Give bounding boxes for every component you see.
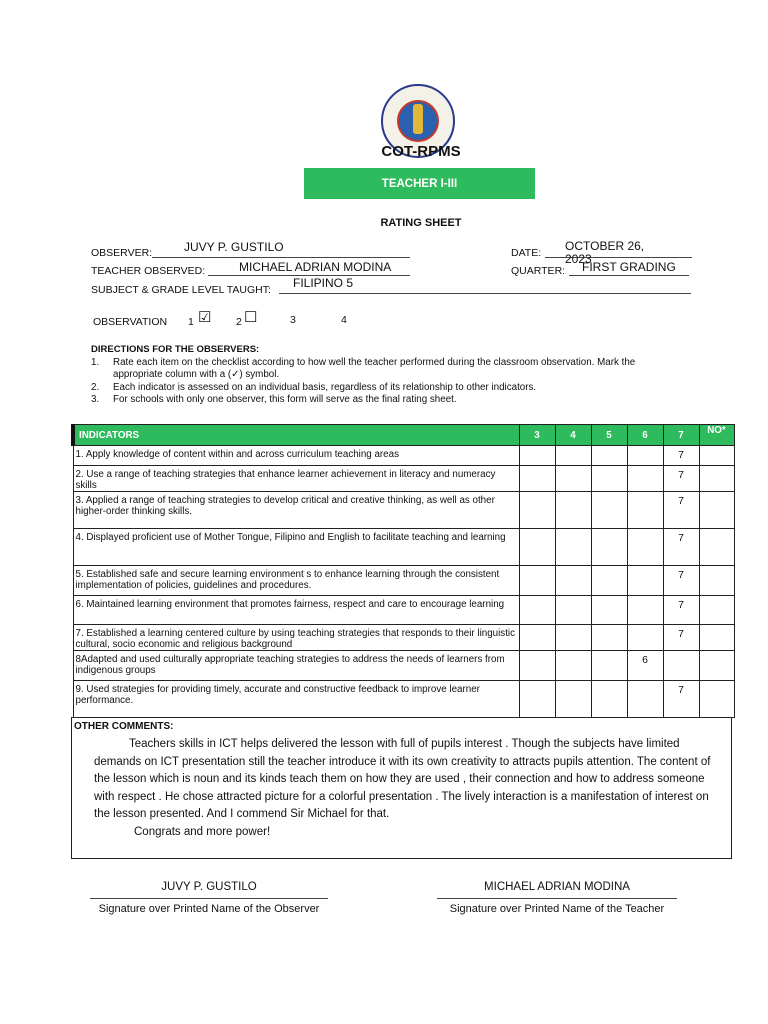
rating-cell-c7[interactable]: 7 <box>663 466 699 492</box>
date-label: DATE: <box>511 247 542 259</box>
subject-value[interactable]: FILIPINO 5 <box>293 276 354 290</box>
observation-label: OBSERVATION <box>93 316 168 328</box>
rating-cell-c5[interactable] <box>591 466 627 492</box>
observation-checkbox-2[interactable]: ☐ <box>244 309 258 326</box>
rating-cell-c3[interactable] <box>519 466 555 492</box>
rating-cell-c3[interactable] <box>519 492 555 529</box>
rating-cell-c3[interactable] <box>519 529 555 566</box>
rating-cell-no[interactable] <box>699 492 734 529</box>
rating-cell-c7[interactable]: 7 <box>663 681 699 718</box>
teacher-observed-label: TEACHER OBSERVED: <box>91 265 206 277</box>
observation-checkbox-1-checked[interactable]: ☑ <box>198 309 212 326</box>
teacher-level-banner: TEACHER I-III <box>304 168 535 199</box>
rating-cell-no[interactable] <box>699 529 734 566</box>
observer-signature-line <box>90 898 328 899</box>
observer-signature-name: JUVY P. GUSTILO <box>161 881 257 893</box>
rating-cell-no[interactable] <box>699 466 734 492</box>
comments-text: Teachers skills in ICT helps delivered the lesson with full of pupils interest . Though the subjects have limited demands on ICT presentation still the teacher introduce it with its own creativity to attracts pupils attention. The content of the lesson which is noun and its kinds teach them on how they are used , their connection and how to address someone with respect . He chose attracted picture for a colorful presentation . The lively interaction is a manifestation of interest on the lesson presented. And I commend Sir Michael for that. <box>94 738 711 820</box>
indicator-text: 3. Applied a range of teaching strategies to develop critical and creative thinking, as well as other higher-order thinking skills. <box>73 492 519 529</box>
table-header-row <box>73 425 734 446</box>
direction-item-3: 3. For schools with only one observer, this form will serve as the final rating sheet. <box>91 394 457 405</box>
direction-item-1b: appropriate column with a (✓) symbol. <box>113 369 280 380</box>
rating-cell-c7[interactable]: 7 <box>663 446 699 466</box>
other-comments-box <box>71 717 732 859</box>
rating-cell-c3[interactable] <box>519 625 555 651</box>
indicator-text: 8Adapted and used culturally appropriate teaching strategies to address the needs of learners from indigenous groups <box>73 651 519 681</box>
rating-cell-c3[interactable] <box>519 596 555 625</box>
rating-cell-c5[interactable] <box>591 446 627 466</box>
header-rating-5: 5 <box>591 425 627 446</box>
rating-cell-c5[interactable] <box>591 596 627 625</box>
rating-cell-c6[interactable] <box>627 625 663 651</box>
rating-cell-c6[interactable] <box>627 566 663 596</box>
indicator-text: 7. Established a learning centered culture by using teaching strategies that responds to their linguistic cultural, socio economic and religious background <box>73 625 519 651</box>
rating-cell-no[interactable] <box>699 596 734 625</box>
rating-cell-c4[interactable] <box>555 681 591 718</box>
table-row <box>73 566 734 596</box>
torch-icon <box>413 104 423 134</box>
rating-cell-c7[interactable]: 7 <box>663 492 699 529</box>
direction-item-1: 1. Rate each item on the checklist according to how well the teacher performed during the classroom observation. Mark the <box>91 357 636 368</box>
rating-cell-c5[interactable] <box>591 651 627 681</box>
rating-cell-c6[interactable] <box>627 596 663 625</box>
rating-cell-no[interactable] <box>699 446 734 466</box>
table-row <box>73 651 734 681</box>
subject-label: SUBJECT & GRADE LEVEL TAUGHT: <box>91 284 271 296</box>
observation-option-2: 2 <box>236 316 242 328</box>
quarter-label: QUARTER: <box>511 265 566 277</box>
rating-cell-c3[interactable] <box>519 566 555 596</box>
header-rating-6: 6 <box>627 425 663 446</box>
page-title: COT-RPMS <box>381 143 461 160</box>
observer-label: OBSERVER: <box>91 247 153 259</box>
rating-cell-c4[interactable] <box>555 625 591 651</box>
rating-cell-c6[interactable] <box>627 446 663 466</box>
rating-cell-c6[interactable] <box>627 529 663 566</box>
quarter-value[interactable]: FIRST GRADING <box>582 260 676 274</box>
indicator-text: 1. Apply knowledge of content within and across curriculum teaching areas <box>73 446 519 466</box>
table-row <box>73 596 734 625</box>
observer-signature-caption: Signature over Printed Name of the Observer <box>98 903 320 915</box>
rating-cell-c7[interactable]: 7 <box>663 566 699 596</box>
quarter-underline <box>569 275 689 276</box>
rating-cell-c5[interactable] <box>591 529 627 566</box>
rating-cell-c3[interactable] <box>519 681 555 718</box>
teacher-signature-name: MICHAEL ADRIAN MODINA <box>484 881 630 893</box>
rating-cell-c6[interactable] <box>627 466 663 492</box>
rating-cell-no[interactable] <box>699 651 734 681</box>
direction-item-2: 2. Each indicator is assessed on an individual basis, regardless of its relationship to other indicators. <box>91 382 537 393</box>
comments-body[interactable] <box>94 736 724 841</box>
rating-cell-c7[interactable] <box>663 651 699 681</box>
indicator-text: 9. Used strategies for providing timely, accurate and constructive feedback to improve learner performance. <box>73 681 519 718</box>
other-comments-heading: OTHER COMMENTS: <box>74 721 174 732</box>
rating-cell-c5[interactable] <box>591 681 627 718</box>
indicator-text: 5. Established safe and secure learning environment s to enhance learning through the consistent implementation of policies, guidelines and procedures. <box>73 566 519 596</box>
comments-closing: Congrats and more power! <box>134 825 271 838</box>
indicator-text: 6. Maintained learning environment that promotes fairness, respect and care to encourage learning <box>73 596 519 625</box>
rating-cell-c6[interactable] <box>627 681 663 718</box>
observation-option-1: 1 <box>188 316 194 328</box>
rating-sheet-heading: RATING SHEET <box>380 217 462 229</box>
header-rating-3: 3 <box>519 425 555 446</box>
rating-cell-c5[interactable] <box>591 625 627 651</box>
table-row <box>73 681 734 718</box>
subject-underline <box>279 293 691 294</box>
rating-cell-no[interactable] <box>699 625 734 651</box>
rating-cell-c5[interactable] <box>591 566 627 596</box>
rating-cell-c4[interactable] <box>555 466 591 492</box>
teacher-signature-line <box>437 898 677 899</box>
rating-cell-c5[interactable] <box>591 492 627 529</box>
rating-cell-c4[interactable] <box>555 492 591 529</box>
rating-cell-c6[interactable] <box>627 492 663 529</box>
indicator-text: 4. Displayed proficient use of Mother Tongue, Filipino and English to facilitate teaching and learning <box>73 529 519 566</box>
rating-cell-c4[interactable] <box>555 566 591 596</box>
observation-option-3: 3 <box>290 314 296 326</box>
observation-option-4: 4 <box>341 314 347 326</box>
table-row <box>73 492 734 529</box>
table-row <box>73 466 734 492</box>
rating-cell-no[interactable] <box>699 681 734 718</box>
table-row <box>73 625 734 651</box>
rating-cell-c7[interactable]: 7 <box>663 625 699 651</box>
header-no: NO* <box>699 425 734 446</box>
indicator-text: 2. Use a range of teaching strategies that enhance learner achievement in literacy and numeracy skills <box>73 466 519 492</box>
header-rating-7: 7 <box>663 425 699 446</box>
rating-cell-c4[interactable] <box>555 596 591 625</box>
date-value[interactable]: OCTOBER 26, 2023 <box>565 240 645 264</box>
table-row <box>73 529 734 566</box>
rating-cell-c3[interactable] <box>519 651 555 681</box>
rating-cell-c6[interactable]: 6 <box>627 651 663 681</box>
rating-cell-no[interactable] <box>699 566 734 596</box>
rating-cell-c3[interactable] <box>519 446 555 466</box>
observer-value[interactable]: JUVY P. GUSTILO <box>184 240 284 254</box>
directions-heading: DIRECTIONS FOR THE OBSERVERS: <box>91 344 260 355</box>
teacher-observed-value[interactable]: MICHAEL ADRIAN MODINA <box>239 260 392 274</box>
rating-cell-c7[interactable]: 7 <box>663 596 699 625</box>
rating-cell-c4[interactable] <box>555 651 591 681</box>
header-indicators: INDICATORS <box>73 425 519 446</box>
rating-cell-c7[interactable]: 7 <box>663 529 699 566</box>
rating-cell-c4[interactable] <box>555 529 591 566</box>
teacher-signature-caption: Signature over Printed Name of the Teacher <box>449 903 665 915</box>
header-rating-4: 4 <box>555 425 591 446</box>
table-row <box>73 446 734 466</box>
rating-cell-c4[interactable] <box>555 446 591 466</box>
observer-underline <box>152 257 410 258</box>
indicators-table <box>71 424 735 718</box>
